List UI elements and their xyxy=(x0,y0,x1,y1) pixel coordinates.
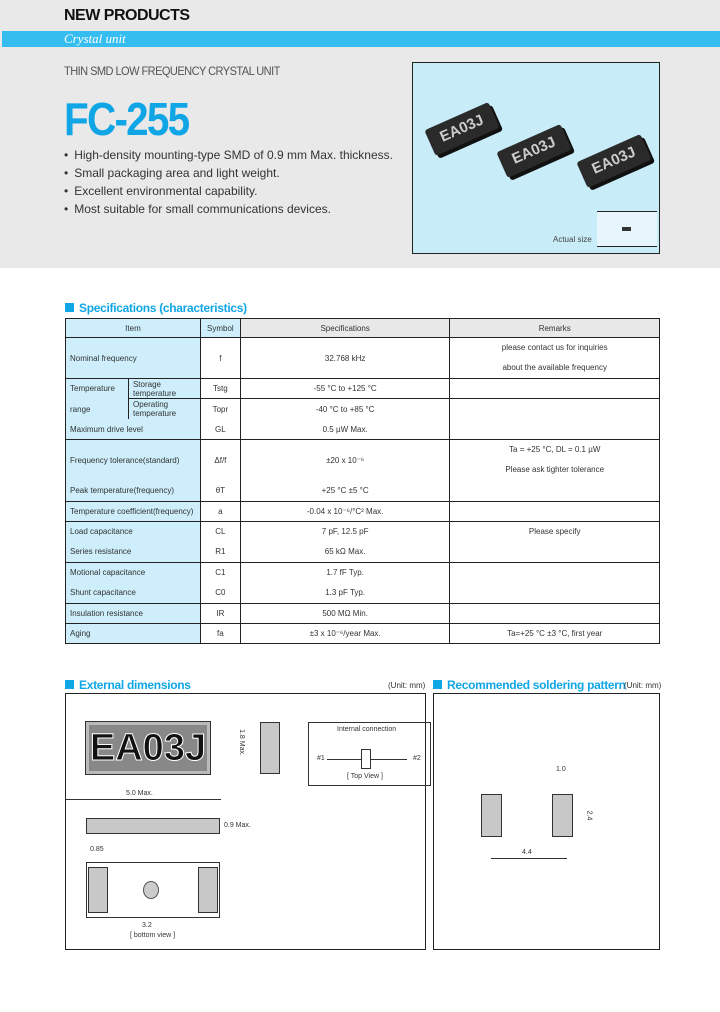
bottom-view-label: [ bottom view ] xyxy=(130,932,176,939)
feature-list xyxy=(64,146,393,218)
remark: about the available frequency xyxy=(502,363,607,372)
soldering-title: Recommended soldering pattern xyxy=(433,678,626,692)
remark: Please ask tighter tolerance xyxy=(505,465,605,475)
width-dim: 1.8 Max. xyxy=(237,729,245,756)
table-row: Aging fa ±3 x 10⁻⁶/year Max. Ta=+25 °C ±3 °C, first year xyxy=(66,623,660,643)
table-row: Motional capacitance C1 1.7 fF Typ. xyxy=(66,562,660,582)
soldering-unit: (Unit: mm) xyxy=(624,681,662,690)
dimensions-title: External dimensions xyxy=(65,678,191,692)
category-label: Crystal unit xyxy=(64,31,126,46)
model-name: FC-255 xyxy=(64,93,189,145)
crystal-chip: EA03J xyxy=(424,102,499,156)
header-spec: Specifications xyxy=(240,319,450,338)
actual-size-chip-icon xyxy=(622,227,631,231)
remark: Ta = +25 °C, DL = 0.1 µW xyxy=(509,445,601,455)
bottom-view xyxy=(86,862,220,918)
table-row: Peak temperature(frequency) θT +25 °C ±5 °C xyxy=(66,481,660,501)
height-dim: 0.9 Max. xyxy=(224,822,251,829)
category-band xyxy=(2,31,720,47)
side-view xyxy=(260,722,280,774)
table-row: Maximum drive level GL 0.5 µW Max. xyxy=(66,419,660,439)
crystal-chip: EA03J xyxy=(496,124,571,178)
product-subtitle: THIN SMD LOW FREQUENCY CRYSTAL UNIT xyxy=(64,64,280,78)
table-row: Shunt capacitance C0 1.3 pF Typ. xyxy=(66,583,660,603)
specs-title: Specifications (characteristics) xyxy=(65,301,247,315)
header-symbol: Symbol xyxy=(200,319,240,338)
solder-pad-right xyxy=(552,794,573,837)
table-row: Load capacitance CL 7 pF, 12.5 pF Please specify xyxy=(66,521,660,541)
product-photo xyxy=(412,62,660,254)
crystal-symbol-icon xyxy=(361,749,371,769)
pad-height-dim: 2.4 xyxy=(585,810,593,821)
front-view xyxy=(86,818,220,834)
soldering-pattern-drawing xyxy=(433,693,660,950)
pad-dim: 0.85 xyxy=(90,846,104,853)
header-item: Item xyxy=(66,319,201,338)
section-title: NEW PRODUCTS xyxy=(64,7,190,24)
table-row: range Operating temperature Topr -40 °C to +85 °C xyxy=(66,399,660,419)
actual-size-label: Actual size xyxy=(553,235,592,244)
top-view-marking: EA03J xyxy=(86,722,210,774)
pad-width-dim: 1.0 xyxy=(556,766,566,773)
feature-item: • Most suitable for small communications devices. xyxy=(64,200,393,218)
dimensions-unit: (Unit: mm) xyxy=(388,681,426,690)
feature-item: • Small packaging area and light weight. xyxy=(64,164,393,182)
table-row: Nominal frequency f 32.768 kHz please contact us for inquiries about the available frequency xyxy=(66,338,660,379)
header-remarks: Remarks xyxy=(450,319,660,338)
solder-pad-left xyxy=(481,794,502,837)
table-row: Series resistance R1 65 kΩ Max. xyxy=(66,542,660,562)
remark: please contact us for inquiries xyxy=(501,343,608,352)
external-dimensions-drawing xyxy=(65,693,426,950)
length-dim: 5.0 Max. xyxy=(126,790,153,797)
crystal-chip: EA03J xyxy=(576,134,651,188)
table-row: Temperature coefficient(frequency) a -0.04 x 10⁻⁶/°C² Max. xyxy=(66,501,660,521)
pitch-dim: 3.2 xyxy=(142,922,152,929)
feature-item: • High-density mounting-type SMD of 0.9 mm Max. thickness. xyxy=(64,146,393,164)
internal-connection-diagram: Internal connection #1 #2 [ Top View ] xyxy=(308,722,431,786)
table-row: Frequency tolerance(standard) Δf/f ±20 x 10⁻⁶ Ta = +25 °C, DL = 0.1 µW Please ask tighter tolerance xyxy=(66,440,660,481)
actual-size-box xyxy=(597,211,657,247)
table-row: Temperature Storage temperature Tstg -55 °C to +125 °C xyxy=(66,379,660,399)
specs-table xyxy=(65,318,660,644)
pitch-dim: 4.4 xyxy=(522,849,532,856)
table-row: Insulation resistance IR 500 MΩ Min. xyxy=(66,603,660,623)
feature-item: • Excellent environmental capability. xyxy=(64,182,393,200)
